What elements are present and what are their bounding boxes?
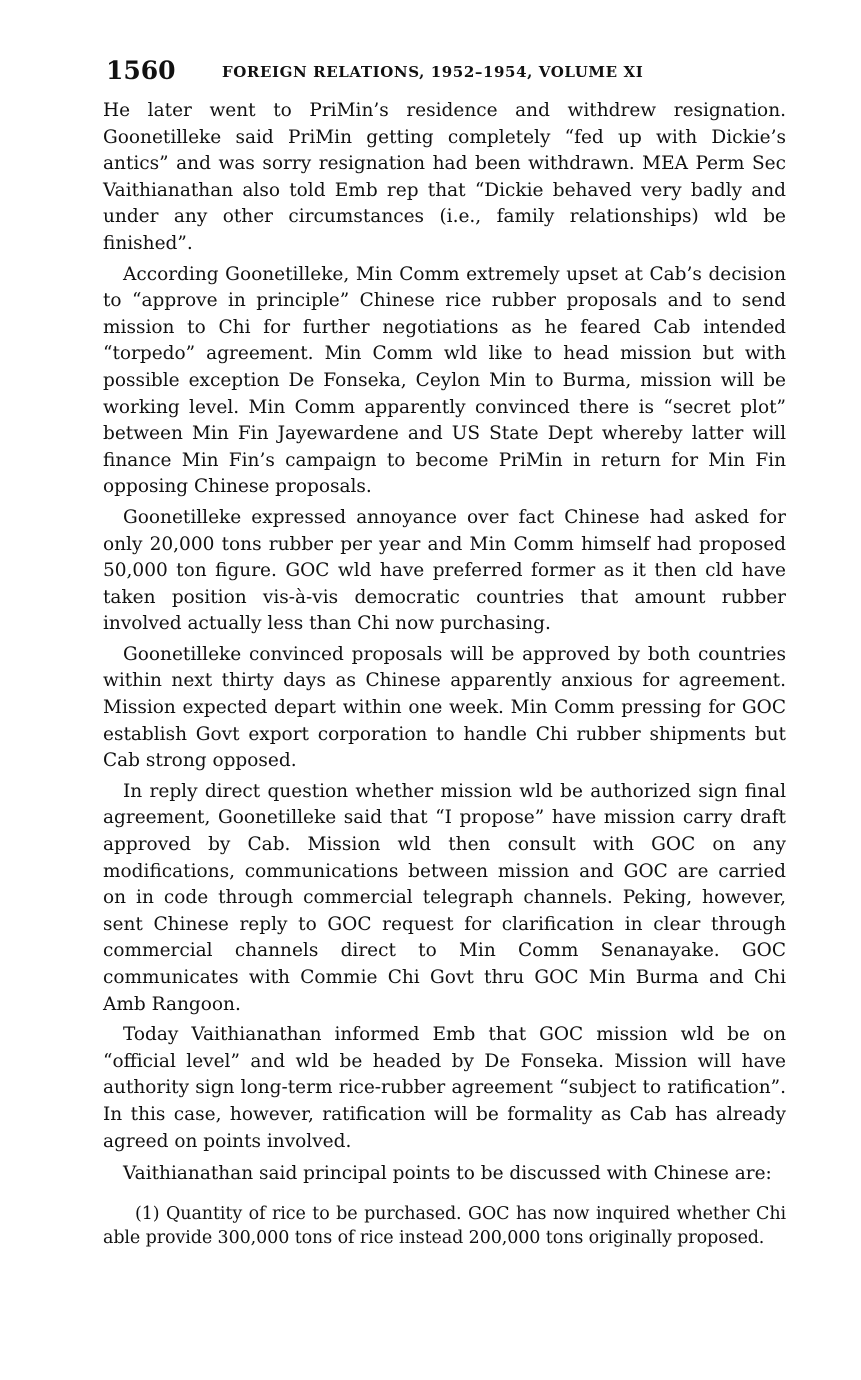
paragraph: According Goonetilleke, Min Comm extremely upset at Cab’s decision to “approve in principle” Chinese rice rubber proposals and to send mission to Chi for further negotiations as he feared Cab intended “torpedo” agreement. Min Comm wld like to head mission but with possible exception De Fonseka, Ceylon Min to Burma, mission will be working level. Min Comm apparently convinced there is “secret plot” between Min Fin Jayewardene and US State Dept whereby latter will finance Min Fin’s campaign to become PriMin in return for Min Fin opposing Chinese proposals. xyxy=(103,263,786,498)
paragraph: Goonetilleke convinced proposals will be approved by both countries within next thirty days as Chinese apparently anxious for agreement. Mission expected depart within one week. Min Comm pressing for GOC establish Govt export corporation to handle Chi rubber shipments but Cab strong opposed. xyxy=(103,643,786,772)
page-number: 1560 xyxy=(106,56,176,85)
numbered-point: (1) Quantity of rice to be purchased. GOC has now inquired whether Chi able provide 300,000 tons of rice instead 200,000 tons originally proposed. xyxy=(103,1203,786,1248)
paragraph: Vaithianathan said principal points to be discussed with Chinese are: xyxy=(123,1163,772,1185)
paragraph: He later went to PriMin’s residence and withdrew resignation. Goonetilleke said PriMin getting completely “fed up with Dickie’s antics” and was sorry resignation had been withdrawn. MEA Perm Sec Vaithianathan also told Emb rep that “Dickie behaved very badly and under any other circumstances (i.e., family relationships) wld be finished”. xyxy=(103,100,786,254)
document-body xyxy=(103,98,786,1254)
page-header xyxy=(106,56,786,86)
paragraph: Goonetilleke expressed annoyance over fact Chinese had asked for only 20,000 tons rubber per year and Min Comm himself had proposed 50,000 ton figure. GOC wld have preferred former as it then cld have taken position vis-à-vis democratic countries that amount rubber involved actually less than Chi now purchasing. xyxy=(103,506,786,635)
running-head: FOREIGN RELATIONS, 1952–1954, VOLUME XI xyxy=(222,63,644,81)
paragraph: In reply direct question whether mission wld be authorized sign final agreement, Goonetilleke said that “I propose” have mission carry draft approved by Cab. Mission wld then consult with GOC on any modifications, communications between mission and GOC are carried on in code through commercial telegraph channels. Peking, however, sent Chinese reply to GOC request for clarification in clear through commercial channels direct to Min Comm Senanayake. GOC communicates with Commie Chi Govt thru GOC Min Burma and Chi Amb Rangoon. xyxy=(103,780,786,1015)
paragraph: Today Vaithianathan informed Emb that GOC mission wld be on “official level” and wld be headed by De Fonseka. Mission will have authority sign long-term rice-rubber agreement “subject to ratification”. In this case, however, ratification will be formality as Cab has already agreed on points involved. xyxy=(103,1024,786,1152)
